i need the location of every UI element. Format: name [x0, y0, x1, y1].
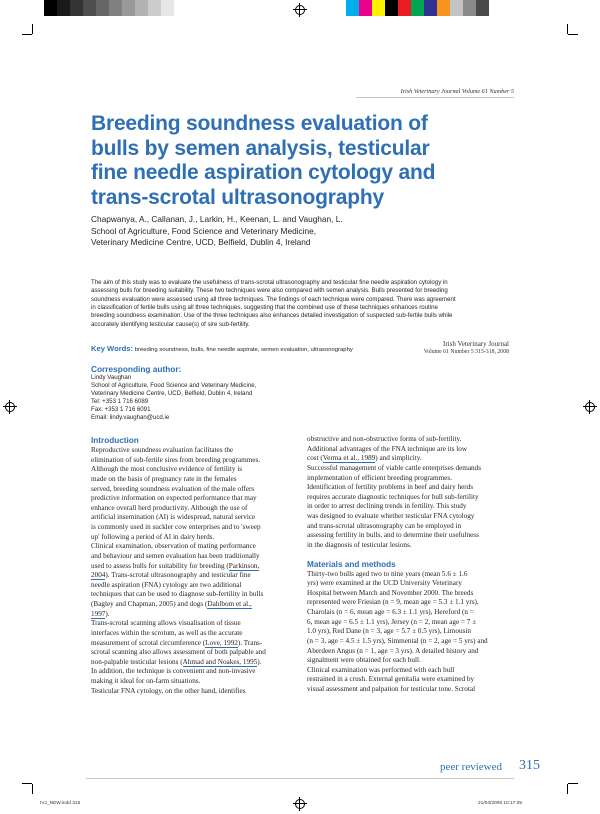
text-line: interfaces within the scrotum, as well as the accurate	[91, 628, 243, 637]
reference-link[interactable]: 1997	[91, 609, 106, 618]
text-line: Trans-scrotal scanning allows visualisation of tissue	[91, 619, 241, 628]
text-line: yrs) were examined at the UCD University Veterinary	[307, 579, 462, 588]
text-line: enhance overall herd productivity. Although the use of	[91, 503, 248, 512]
text-line: Charolais (n = 6, mean age = 6.3 ± 1.1 yrs), Hereford (n =	[307, 608, 474, 616]
title-line: fine needle aspiration cytology and	[91, 161, 436, 184]
text-line: obstructive and non-obstructive forms of sub-fertility.	[307, 435, 462, 443]
crop-mark	[22, 34, 32, 35]
reference-link[interactable]: Verma et al., 1989	[322, 454, 376, 463]
journal-header: Irish Veterinary Journal Volume 61 Number 5	[400, 88, 514, 95]
registration-mark-bottom	[293, 797, 307, 811]
corresponding-author-details	[91, 374, 256, 423]
text-line	[91, 562, 303, 572]
corresponding-author-heading: Corresponding author:	[91, 364, 182, 374]
intro-p1	[91, 446, 303, 542]
text-line: In addition, the technique is convenient and non-invasive	[91, 667, 256, 676]
reference-link[interactable]: 2004	[91, 571, 106, 580]
text-line: elimination of sub-fertile sires from breeding programmes.	[91, 455, 261, 464]
text-line: Aberdeen Angus (n = 1, age = 3 yrs). A detailed history and	[307, 646, 479, 655]
text-line	[307, 454, 519, 464]
text-line: predictive information on expected performance that may	[91, 494, 257, 503]
color-swatch	[135, 0, 148, 16]
color-swatch	[57, 0, 70, 16]
keywords-label: Key Words:	[91, 344, 134, 353]
crop-mark	[22, 783, 32, 784]
right-p4	[307, 666, 519, 695]
corr-line: School of Agriculture, Food Science and Veterinary Medicine,	[91, 382, 257, 390]
text-line: signalment were obtained for each bull.	[307, 656, 421, 665]
text-span: ).	[105, 609, 110, 618]
right-p1	[307, 435, 519, 464]
color-swatch	[489, 0, 502, 16]
reference-link[interactable]: Love, 1992	[205, 638, 238, 647]
text-line: in the diagnosis of testicular lesions.	[307, 540, 412, 549]
color-swatch	[372, 0, 385, 16]
text-line: was designed to evaluate whether testicular FNA cytology	[307, 512, 475, 520]
color-swatch	[411, 0, 424, 16]
text-line: and trans-scrotal ultrasonography can be employed in	[307, 521, 462, 530]
text-line: Identification of fertility problems in beef and dairy herds	[307, 483, 474, 492]
corr-line: Veterinary Medicine Centre, UCD, Belfield, Dublin 4, Ireland	[91, 390, 253, 398]
color-swatch	[174, 0, 187, 16]
corr-line: Lindy Vaughan	[91, 374, 132, 381]
abstract-line: accurately identifying testicular cause(s) of sire sub-fertility.	[91, 320, 250, 328]
text-line: is commonly used in suckler cow enterprises and to 'sweep	[91, 523, 261, 531]
author-affiliation: School of Agriculture, Food Science and Veterinary Medicine,	[91, 225, 317, 236]
reference-link[interactable]: Ahmad and Noakes, 1995	[182, 657, 258, 666]
right-p2	[307, 464, 519, 551]
abstract-line: assessing bulls for breeding suitability. These two techniques were also compared with semen analysis. Bulls presented for breeding	[91, 287, 448, 295]
intro-p3	[91, 619, 303, 686]
text-line	[91, 600, 303, 610]
color-swatch	[385, 0, 398, 16]
color-swatch	[44, 0, 57, 16]
color-swatch	[83, 0, 96, 16]
text-line: up' following a period of AI in dairy herds.	[91, 532, 215, 541]
color-swatch	[450, 0, 463, 16]
text-line: artificial insemination (AI) is widespread, natural service	[91, 513, 256, 522]
text-line: Although the most conclusive evidence of fertility is	[91, 465, 243, 474]
author-names: Chapwanya, A., Callanan, J., Larkin, H., Keenan, L. and Vaughan, L.	[91, 214, 343, 224]
text-line: Successful management of viable cattle enterprises demands	[307, 463, 482, 472]
text-line: made on the basis of pregnancy rate in the females	[91, 474, 237, 483]
peer-reviewed-label: peer reviewed	[440, 761, 502, 773]
text-line: visual assessment and palpation for testicular tone. Scrotal	[307, 685, 476, 693]
color-swatch	[161, 0, 174, 16]
right-p3	[307, 570, 519, 666]
color-swatch	[122, 0, 135, 16]
text-line: scrotal scanning also allows assessment of both palpable and	[91, 648, 266, 657]
color-swatch	[70, 0, 83, 16]
text-line: techniques that can be used to diagnose sub-fertility in bulls	[91, 590, 264, 599]
color-swatch	[398, 0, 411, 16]
crop-mark	[32, 784, 33, 794]
abstract-line: breeding soundness examination. Use of the three techniques also enhances detailed investigation of suspected sub-fertile bulls while	[91, 312, 453, 320]
header-rule	[356, 97, 514, 98]
text-line: served, breeding soundness evaluation of the male offers	[91, 484, 255, 493]
title-line: bulls by semen analysis, testicular	[91, 136, 430, 160]
color-swatch	[424, 0, 437, 16]
left-column	[91, 435, 303, 696]
text-line	[91, 610, 303, 620]
text-span: (Bagley and Chapman, 2005) and dogs (	[91, 600, 208, 608]
abstract-line: soundness evaluation were assessed using all three techniques. The findings of each technique were compared. There was agreement	[91, 295, 456, 303]
text-line: Hospital between March and November 2000. The breeds	[307, 588, 474, 597]
abstract	[91, 279, 516, 329]
footer-rule	[86, 778, 514, 779]
process-color-bar	[346, 0, 502, 16]
color-swatch	[476, 0, 489, 16]
article-title	[91, 112, 521, 210]
citation-journal: Irish Veterinary Journal	[443, 340, 509, 348]
author-block	[91, 214, 343, 249]
text-line: in order to arrest declining trends in fertility. This study	[307, 502, 467, 511]
text-line	[91, 658, 303, 668]
citation-block	[424, 340, 509, 356]
text-span: ) and simplicity.	[375, 454, 422, 463]
color-swatch	[359, 0, 372, 16]
text-line: 1.0 yrs), Red Dane (n = 3, age = 5.7 ± 0.5 yrs), Limousin	[307, 627, 471, 636]
text-line: Clinical examination was performed with each bull	[307, 665, 455, 674]
slug-date: 21/04/2008 10:17:35	[478, 801, 523, 806]
text-span: non-palpable testicular lesions (	[91, 657, 183, 666]
color-swatch	[437, 0, 450, 16]
text-line: (n = 3, age = 4.5 ± 1.5 yrs), Simmental (n = 2, age = 5 yrs) and	[307, 636, 488, 645]
color-swatch	[109, 0, 122, 16]
color-swatch	[148, 0, 161, 16]
text-span: cost (	[307, 454, 323, 463]
keywords	[91, 344, 391, 353]
corr-line: Tel: +353 1 716 6089	[91, 398, 149, 406]
reference-link[interactable]: Parkinson,	[228, 561, 260, 570]
color-swatch	[463, 0, 476, 16]
grayscale-color-bar	[44, 0, 187, 16]
text-span: used to assess bulls for suitability for breeding (	[91, 561, 229, 570]
crop-mark	[568, 783, 578, 784]
text-line: requires accurate diagnostic techniques for bull sub-fertility	[307, 492, 479, 501]
corr-line: Fax: +353 1 716 6091	[91, 406, 151, 414]
text-line	[91, 639, 303, 649]
registration-mark-right	[583, 400, 597, 414]
text-line: Thirty-two bulls aged two to nine years (mean 5.6 ± 1.6	[307, 569, 468, 578]
keywords-text: breeding soundness, bulls, fine needle aspirate, semen evaluation, ultrasonography	[134, 347, 353, 353]
page-number: 315	[519, 758, 540, 773]
registration-mark-left	[3, 400, 17, 414]
reference-link[interactable]: Dahlbom et al.,	[207, 600, 252, 608]
text-span: ). Trans-scrotal ultrasonography and testicular fine	[105, 571, 251, 580]
text-span: measurement of scrotal circumference (	[91, 638, 206, 647]
text-line: 6, mean age = 6.5 ± 1.1 yrs), Jersey (n = 2, mean age = 7 ±	[307, 617, 477, 626]
text-line: and behaviour and semen evaluation has been traditionally	[91, 551, 260, 560]
text-line: implementation of efficient breeding programmes.	[307, 473, 452, 482]
text-line: represented were Friesian (n = 9, mean age = 5.3 ± 1.1 yrs),	[307, 598, 479, 607]
intro-p2	[91, 542, 303, 619]
title-line: Breeding soundness evaluation of	[91, 112, 428, 135]
methods-heading: Materials and methods	[307, 559, 396, 569]
text-line: Clinical examination, observation of mating performance	[91, 542, 256, 551]
text-line: Reproductive soundness evaluation facilitates the	[91, 446, 234, 454]
crop-mark	[32, 24, 33, 34]
crop-mark	[567, 24, 568, 34]
text-line: Testicular FNA cytology, on the other hand, identifies	[91, 686, 246, 695]
text-line: needle aspiration (FNA) cytology are two additional	[91, 580, 242, 589]
text-line: restrained in a crush. External genitalia were examined by	[307, 675, 475, 684]
text-line: making it ideal for on-farm situations.	[91, 677, 201, 685]
introduction-heading: Introduction	[91, 436, 139, 445]
title-line: trans-scrotal ultrasonography	[91, 185, 384, 209]
registration-mark-top	[293, 3, 307, 17]
intro-p4	[91, 687, 303, 697]
author-affiliation: Veterinary Medicine Centre, UCD, Belfield, Dublin 4, Ireland	[91, 237, 311, 247]
corr-email[interactable]: Email: lindy.vaughan@ucd.ie	[91, 414, 170, 422]
text-line: assessing fertility in bulls, and to determine their usefulness	[307, 531, 479, 540]
text-span: ).	[257, 657, 262, 666]
color-swatch	[346, 0, 359, 16]
text-line	[91, 571, 303, 581]
right-column	[307, 435, 519, 695]
text-span: ). Trans-	[237, 638, 263, 647]
citation-volume: Volume 61 Number 5 315-318, 2008	[423, 349, 509, 355]
crop-mark	[567, 784, 568, 794]
crop-mark	[568, 34, 578, 35]
slug-file: IVJ_NEW.indd 315	[40, 801, 81, 806]
color-swatch	[96, 0, 109, 16]
abstract-line: The aim of this study was to evaluate the usefulness of trans-scrotal ultrasonography and testicular fine needle aspiration cytology in	[91, 279, 448, 286]
abstract-line: in classification of fertile bulls using all three techniques, suggesting that the combined use of these techniques enhances routine	[91, 304, 438, 312]
text-line: Additional advantages of the FNA technique are its low	[307, 444, 468, 453]
